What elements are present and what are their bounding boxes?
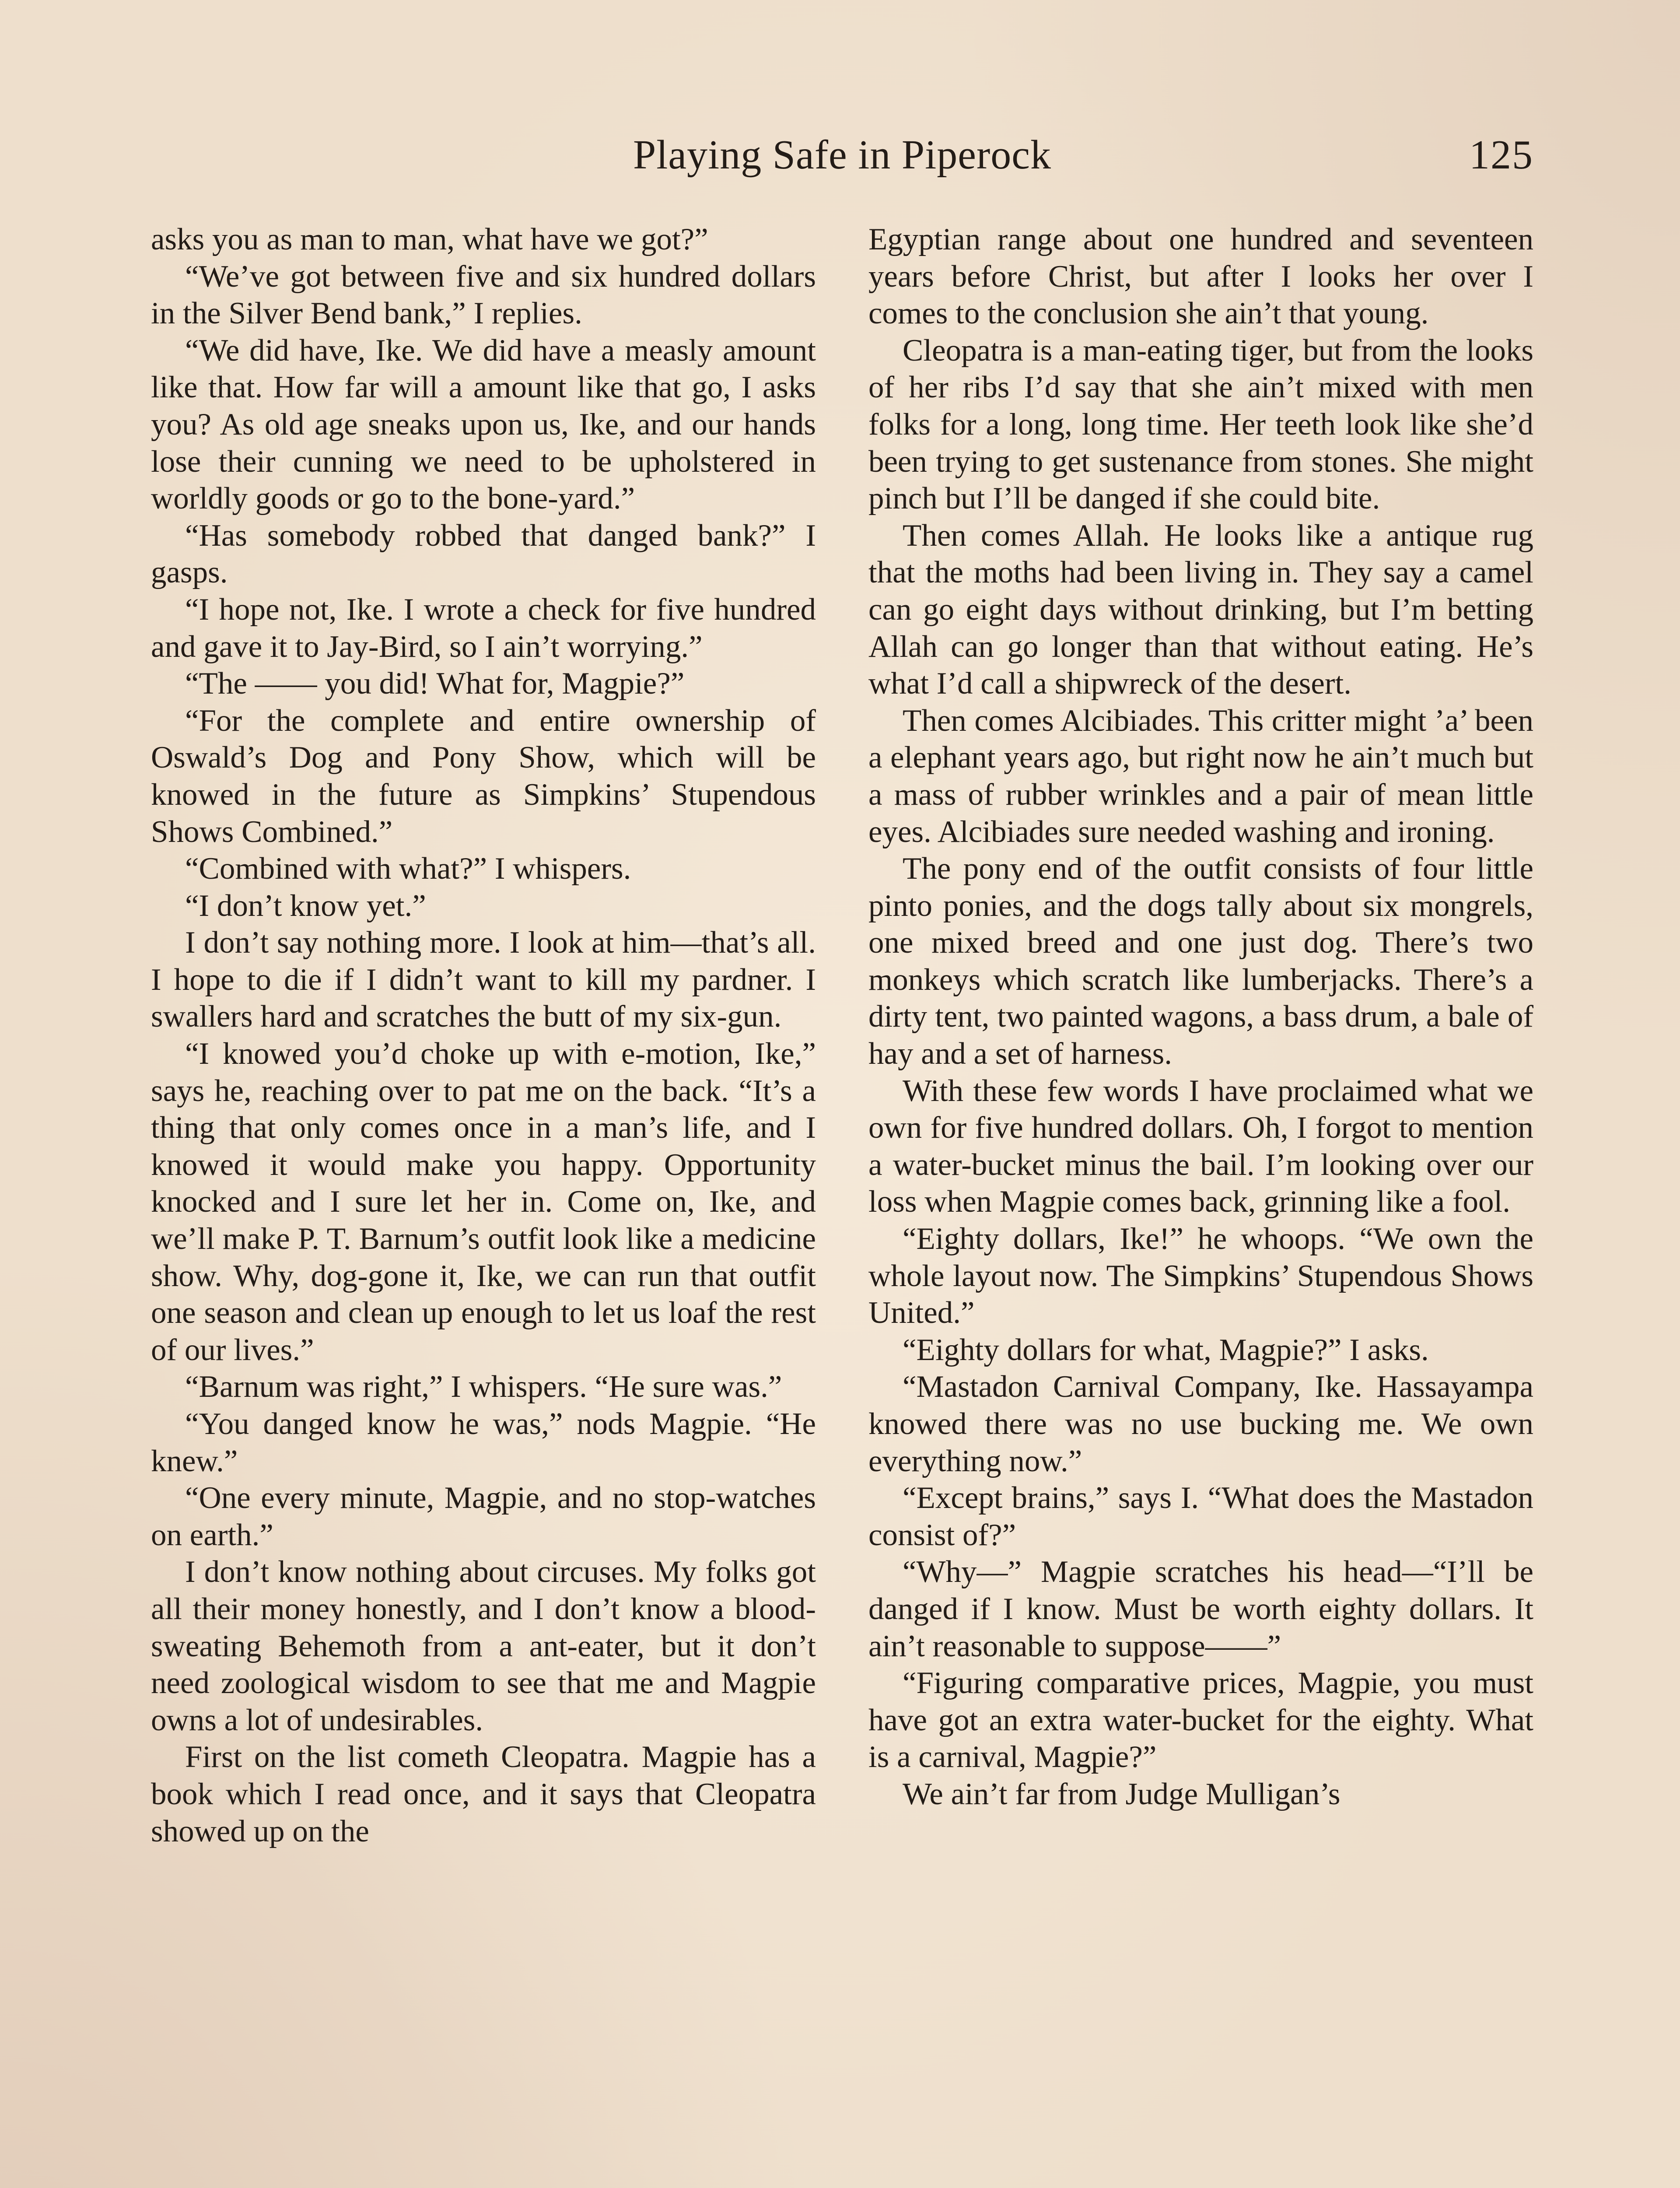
running-title: Playing Safe in Piperock: [633, 132, 1051, 178]
right-text-column: [868, 221, 1533, 2188]
paragraph: “I don’t know yet.”: [185, 888, 426, 923]
paragraph: “Eighty dollars, Ike!” he whoops. “We own the whole layout now. The Simpkins’ Stupendous Shows United.”: [868, 1222, 1533, 1330]
paragraph: “Combined with what?” I whispers.: [185, 852, 631, 886]
paragraph: “I knowed you’d choke up with e-motion, Ike,” says he, reaching over to pat me on the back. “It’s a thing that only comes once in a man’s life, and I knowed it would make you happy. Opportunity knocked and I sure let her in. Come on, Ike, and we’ll make P. T. Barnum’s outfit look like a medicine show. Why, dog-gone it, Ike, we can run that outfit one season and clean up enough to let us loaf the rest of our lives.”: [151, 1037, 816, 1367]
paragraph: “You danged know he was,” nods Magpie. “He knew.”: [151, 1407, 816, 1478]
paragraph: “We did have, Ike. We did have a measly amount like that. How far will a amount like that go, I asks you? As old age sneaks upon us, Ike, and our hands lose their cunning we need to be upholstered in worldly goods or go to the bone-yard.”: [151, 333, 816, 516]
left-text-column: [151, 221, 816, 2188]
paragraph: With these few words I have proclaimed what we own for five hundred dollars. Oh, I forgot to mention a water-bucket minus the bail. I’m looking over our loss when Magpie comes back, grinning like a fool.: [868, 1073, 1533, 1219]
paragraph: Egyptian range about one hundred and seventeen years before Christ, but after I looks her over I comes to the conclusion she ain’t that young.: [868, 222, 1533, 331]
paragraph: “Except brains,” says I. “What does the Mastadon consist of?”: [868, 1481, 1533, 1552]
paragraph: First on the list cometh Cleopatra. Magpie has a book which I read once, and it says that Cleopatra showed up on the: [151, 1740, 816, 1848]
page-number: 125: [1469, 132, 1533, 178]
paragraph: “For the complete and entire ownership of Oswald’s Dog and Pony Show, which will be knowed in the future as Simpkins’ Stupendous Shows Combined.”: [151, 703, 816, 849]
paragraph: “Figuring comparative prices, Magpie, you must have got an extra water-bucket for the eighty. What is a carnival, Magpie?”: [868, 1666, 1533, 1774]
paragraph: I don’t say nothing more. I look at him—that’s all. I hope to die if I didn’t want to kill my pardner. I swallers hard and scratches the butt of my six-gun.: [151, 926, 816, 1034]
paragraph: “Has somebody robbed that danged bank?” I gasps.: [151, 518, 816, 590]
page-header: [151, 131, 1533, 193]
paragraph: “Mastadon Carnival Company, Ike. Hassayampa knowed there was no use bucking me. We own everything now.”: [868, 1370, 1533, 1478]
paragraph: “Why—” Magpie scratches his head—“I’ll be danged if I know. Must be worth eighty dollars. It ain’t reasonable to suppose——”: [868, 1555, 1533, 1663]
paragraph: “The —— you did! What for, Magpie?”: [185, 666, 685, 701]
paragraph: We ain’t far from Judge Mulligan’s: [903, 1777, 1340, 1811]
paragraph: The pony end of the outfit consists of four little pinto ponies, and the dogs tally about six mongrels, one mixed breed and one just dog. There’s two monkeys which scratch like lumberjacks. There’s a dirty tent, two painted wagons, a bass drum, a bale of hay and a set of harness.: [868, 852, 1533, 1071]
paragraph: “We’ve got between five and six hundred dollars in the Silver Bend bank,” I replies.: [151, 259, 816, 331]
paragraph: I don’t know nothing about circuses. My folks got all their money honestly, and I don’t know a blood-sweating Behemoth from a ant-eater, but it don’t need zoological wisdom to see that me and Magpie owns a lot of undesirables.: [151, 1555, 816, 1737]
paragraph: Cleopatra is a man-eating tiger, but from the looks of her ribs I’d say that she ain’t mixed with men folks for a long, long time. Her teeth look like she’d been trying to get sustenance from stones. She might pinch but I’ll be danged if she could bite.: [868, 333, 1533, 516]
paragraph: “I hope not, Ike. I wrote a check for five hundred and gave it to Jay-Bird, so I ain’t worrying.”: [151, 592, 816, 664]
paragraph: “Eighty dollars for what, Magpie?” I asks.: [903, 1332, 1429, 1367]
paragraph: “Barnum was right,” I whispers. “He sure was.”: [185, 1370, 782, 1404]
paragraph: Then comes Alcibiades. This critter might ’a’ been a elephant years ago, but right now he ain’t much but a mass of rubber wrinkles and a pair of mean little eyes. Alcibiades sure needed washing and ironing.: [868, 703, 1533, 849]
paragraph: “One every minute, Magpie, and no stop-watches on earth.”: [151, 1481, 816, 1552]
paragraph: asks you as man to man, what have we got?”: [151, 222, 708, 256]
paragraph: Then comes Allah. He looks like a antique rug that the moths had been living in. They say a camel can go eight days without drinking, but I’m betting Allah can go longer than that without eating. He’s what I’d call a shipwreck of the desert.: [868, 518, 1533, 701]
